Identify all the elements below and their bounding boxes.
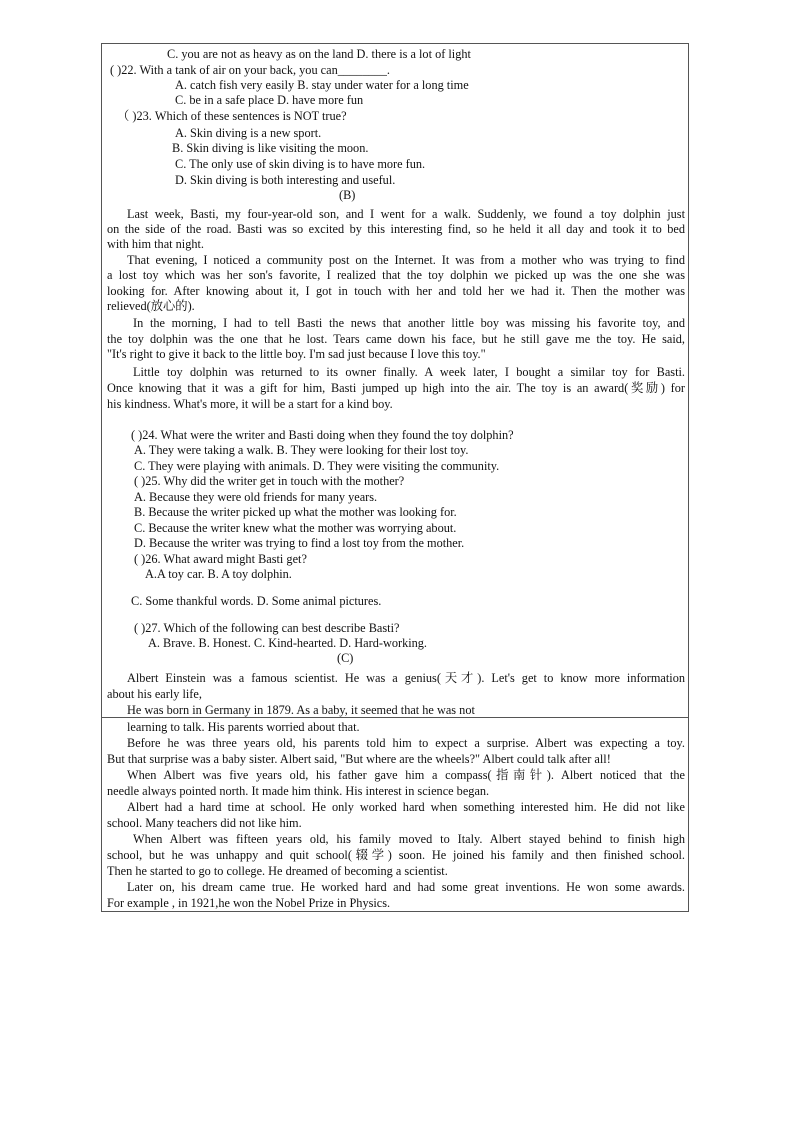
q23-option-a: A. Skin diving is a new sport. <box>175 126 322 140</box>
passage-b-p4-line2: Once knowing that it was a gift for him, Basti jumped up high into the air. The toy is an award(奖励) for <box>107 381 685 395</box>
passage-b-p2-line3: looking for. After knowing about it, I got in touch with her and told her we had it. Then the mother was <box>107 284 685 298</box>
passage-b-p3-line2: the toy dolphin was the one that he lost. Tears came down his face, but he still gave me the toy. He said, <box>107 332 685 346</box>
passage-b-p1-line3: with him that night. <box>107 237 205 251</box>
passage-c-p4-line1: When Albert was five years old, his father gave him a compass(指南针). Albert noticed that the <box>127 768 685 782</box>
q25-option-a: A. Because they were old friends for many years. <box>134 490 378 504</box>
q23-option-b: B. Skin diving is like visiting the moon. <box>172 141 369 155</box>
passage-c-p2-line2: learning to talk. His parents worried about that. <box>127 720 360 734</box>
passage-b-p1-line1: Last week, Basti, my four-year-old son, and I went for a walk. Suddenly, we found a toy dolphin just <box>127 207 685 221</box>
q25-stem: ( )25. Why did the writer get in touch with the mother? <box>134 474 405 488</box>
passage-c-p1-line1: Albert Einstein was a famous scientist. He was a genius(天才). Let's get to know more information <box>127 671 685 685</box>
q25-option-d: D. Because the writer was trying to find a lost toy from the mother. <box>134 536 465 550</box>
q24-options-ab: A. They were taking a walk. B. They were looking for their lost toy. <box>134 443 469 457</box>
section-b-heading: (B) <box>339 188 356 202</box>
passage-b-p2-line4: relieved(放心的). <box>107 299 195 313</box>
passage-b-p4-line3: his kindness. What's more, it will be a start for a kind boy. <box>107 397 393 411</box>
passage-b-p3-line3: "It's right to give it back to the little boy. I'm sad just because I love this toy." <box>107 347 486 361</box>
passage-c-p6-line3: Then he started to go to college. He dreamed of becoming a scientist. <box>107 864 448 878</box>
q27-options: A. Brave. B. Honest. C. Kind-hearted. D. Hard-working. <box>148 636 428 650</box>
q26-options-cd: C. Some thankful words. D. Some animal pictures. <box>131 594 382 608</box>
passage-b-p4-line1: Little toy dolphin was returned to its owner finally. A week later, I bought a similar toy for Basti. <box>133 365 685 379</box>
passage-c-p4-line2: needle always pointed north. It made him think. His interest in science began. <box>107 784 490 798</box>
q23-option-c: C. The only use of skin diving is to have more fun. <box>175 157 426 171</box>
section-c-heading: (C) <box>337 651 354 665</box>
passage-b-p2-line2: a lost toy which was her son's favorite, I realized that the toy dolphin we picked up was the one she was <box>107 268 685 282</box>
passage-b-p3-line1: In the morning, I had to tell Basti the news that another little boy was missing his favorite toy, and <box>133 316 685 330</box>
passage-c-p5-line2: school. Many teachers did not like him. <box>107 816 302 830</box>
passage-c-p5-line1: Albert had a hard time at school. He only worked hard when something interested him. He did not like <box>127 800 685 814</box>
passage-c-p6-line2: school, but he was unhappy and quit school(辍学) soon. He joined his family and then finished school. <box>107 848 685 862</box>
q25-option-c: C. Because the writer knew what the mother was worrying about. <box>134 521 457 535</box>
passage-b-p2-line1: That evening, I noticed a community post on the Internet. It was from a mother who was trying to find <box>127 253 685 267</box>
q24-options-cd: C. They were playing with animals. D. They were visiting the community. <box>134 459 500 473</box>
q23-stem: （ )23. Which of these sentences is NOT true? <box>117 109 347 123</box>
q25-option-b: B. Because the writer picked up what the mother was looking for. <box>134 505 457 519</box>
passage-c-p7-line1: Later on, his dream came true. He worked hard and had some great inventions. He won some awards. <box>127 880 685 894</box>
q22-options-cd: C. be in a safe place D. have more fun <box>175 93 364 107</box>
passage-c-p2-line1: He was born in Germany in 1879. As a baby, it seemed that he was not <box>127 703 475 717</box>
q27-stem: ( )27. Which of the following can best describe Basti? <box>134 621 400 635</box>
q22-stem: ( )22. With a tank of air on your back, you can________. <box>110 63 390 77</box>
passage-c-p7-line2: For example , in 1921,he won the Nobel Prize in Physics. <box>107 896 391 910</box>
q24-stem: ( )24. What were the writer and Basti doing when they found the toy dolphin? <box>131 428 514 442</box>
passage-c-p6-line1: When Albert was fifteen years old, his family moved to Italy. Albert stayed behind to finish high <box>133 832 685 846</box>
q26-stem: ( )26. What award might Basti get? <box>134 552 307 566</box>
passage-c-p1-line2: about his early life, <box>107 687 202 701</box>
passage-b-p1-line2: on the side of the road. Basti was so excited by this interesting find, so he held it all day and took it to bed <box>107 222 685 236</box>
q22-options-ab: A. catch fish very easily B. stay under water for a long time <box>175 78 469 92</box>
passage-c-p3-line2: But that surprise was a baby sister. Albert said, "But where are the wheels?" Albert could talk after all! <box>107 752 611 766</box>
passage-c-p3-line1: Before he was three years old, his parents told him to expect a surprise. Albert was expecting a toy. <box>127 736 685 750</box>
q21-options-cd: C. you are not as heavy as on the land D. there is a lot of light <box>167 47 471 61</box>
q23-option-d: D. Skin diving is both interesting and useful. <box>175 173 396 187</box>
q26-options-ab: A.A toy car. B. A toy dolphin. <box>145 567 292 581</box>
